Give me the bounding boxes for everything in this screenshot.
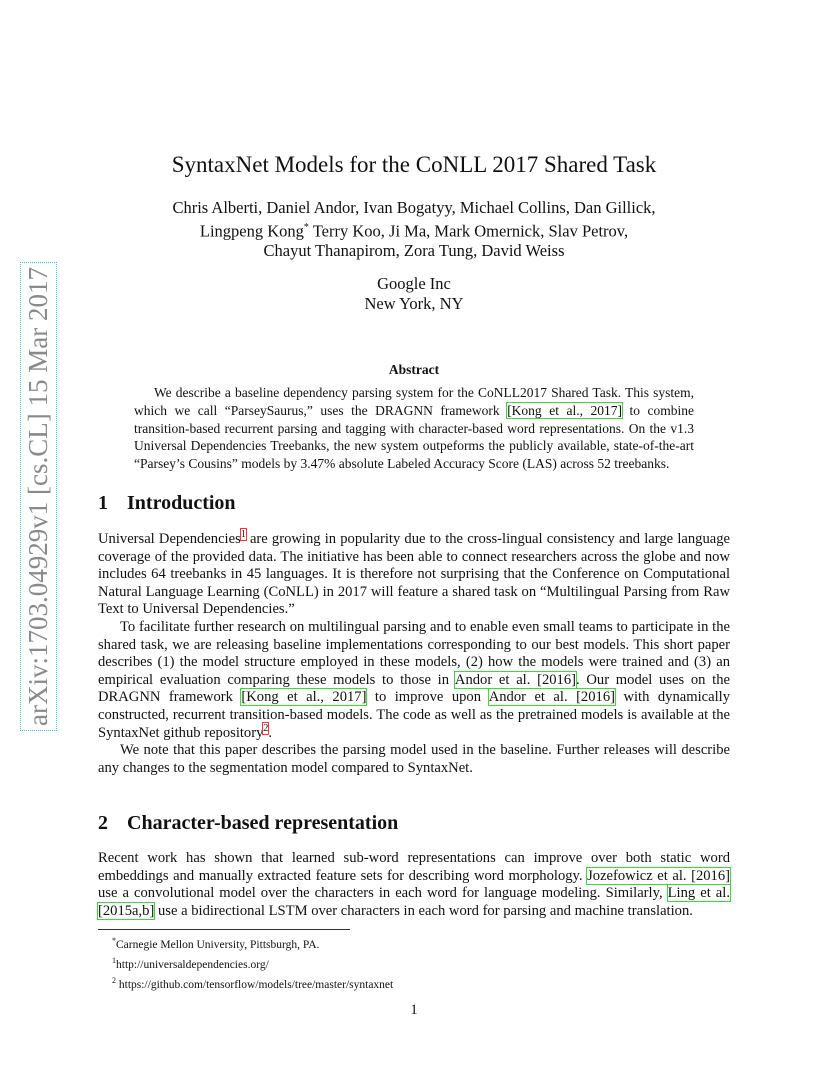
- citation-link[interactable]: [Kong et al., 2017]: [507, 402, 622, 418]
- arxiv-stamp-link[interactable]: arXiv:1703.04929v1 [cs.CL] 15 Mar 2017: [22, 266, 53, 726]
- footnote-divider: [98, 929, 350, 930]
- author-list: [0, 198, 828, 260]
- abstract-part-2: to combine transition-based recurrent parsing and tagging with character-based word representations. On the v1.3 Universal Dependencies Treebanks, the new system outpeforms the publicly available, state-of-the-art “Parsey’s Cousins” models by 3.47% absolute Labeled Accuracy Score (LAS) across 52 treebanks.: [134, 402, 694, 472]
- citation-link[interactable]: Andor et al. [2016]: [454, 671, 576, 688]
- affiliation-mark[interactable]: *: [303, 221, 309, 233]
- text-run: .: [268, 724, 273, 741]
- footnote-mark: 2: [112, 975, 116, 985]
- paragraph: We note that this paper describes the parsing model used in the baseline. Further releases will describe any changes to the segmentation model compared to SyntaxNet.: [98, 742, 730, 776]
- text-run: . Our model uses on the DRAGNN framework: [98, 671, 730, 706]
- author-line-3: Chayut Thanapirom, Zora Tung, David Weiss: [263, 240, 565, 260]
- footnote-mark: *: [112, 936, 116, 945]
- section-2-body: [98, 850, 730, 920]
- footnote: [112, 973, 393, 993]
- paragraph: [98, 619, 730, 742]
- author-line-1: Chris Alberti, Daniel Andor, Ivan Bogatyy, Michael Collins, Dan Gillick,: [172, 198, 656, 217]
- section-number: 2: [98, 812, 108, 834]
- abstract-heading: Abstract: [388, 362, 440, 377]
- section-1-heading: [98, 492, 236, 515]
- paper-title: SyntaxNet Models for the CoNLL 2017 Shared Task: [171, 152, 657, 177]
- citation-link[interactable]: [Kong et al., 2017]: [241, 689, 367, 706]
- footnote-link[interactable]: 1: [240, 529, 246, 541]
- footnote: [112, 933, 393, 953]
- footnote-url[interactable]: https://github.com/tensorflow/models/tree/master/syntaxnet: [116, 978, 394, 991]
- paragraph: [98, 850, 730, 920]
- text-run: to improve upon: [366, 689, 489, 706]
- affiliation: [0, 274, 828, 313]
- section-2-heading: [98, 812, 398, 835]
- text-run: with dynamically constructed, recurrent transition-based models. The code as well as the pretrained models is available at the SyntaxNet github repository: [98, 689, 730, 741]
- arxiv-stamp: [18, 258, 58, 734]
- footnote-text: Carnegie Mellon University, Pittsburgh, PA.: [116, 938, 320, 951]
- footnote-link[interactable]: 2: [263, 722, 269, 734]
- citation-link[interactable]: Andor et al. [2016]: [488, 689, 615, 706]
- affiliation-org: Google Inc: [377, 274, 451, 293]
- author-line-2: [0, 218, 828, 241]
- citation-link[interactable]: Ling et al. [2015a,b]: [98, 885, 730, 919]
- author-kong: Lingpeng Kong: [199, 221, 304, 240]
- footnote-mark: 1: [112, 955, 116, 965]
- affiliation-place: New York, NY: [364, 293, 464, 313]
- author-line-2-rest: Terry Koo, Ji Ma, Mark Omernick, Slav Petrov,: [308, 221, 629, 240]
- footnote: [112, 953, 393, 973]
- footnotes: [112, 933, 393, 992]
- section-title: Introduction: [127, 492, 236, 514]
- citation-link[interactable]: Jozefowicz et al. [2016]: [587, 867, 730, 884]
- abstract-part-1: We describe a baseline dependency parsing system for the CoNLL2017 Shared Task. This system, which we call “ParseySaurus,” uses the DRAGNN framework: [134, 385, 694, 418]
- abstract-text: [134, 384, 694, 473]
- text-run: are growing in popularity due to the cross-lingual consistency and large language coverage of the provided data. The initiative has been able to connect researchers across the globe and now includes 64 treebanks in 45 languages. It is therefore not surprising that the Conference on Computational Natural Language Learning (CoNLL) in 2017 will feature a shared task on “Multilingual Parsing from Raw Text to Universal Dependencies.”: [98, 531, 730, 618]
- text-run: use a bidirectional LSTM over characters in each word for parsing and machine translation.: [154, 902, 693, 919]
- text-run: use a convolutional model over the characters in each word for language modeling. Similarly,: [98, 885, 668, 902]
- section-1-body: [98, 531, 730, 777]
- text-run: To facilitate further research on multilingual parsing and to enable even small teams to participate in the shared task, we are releasing baseline implementations corresponding to our best models. This short paper describes (1) the model structure employed in these models, (2) how the models were trained and (3) an empirical evaluation comparing these models to those in: [98, 618, 730, 688]
- paragraph: [98, 531, 730, 619]
- footnote-url[interactable]: http://universaldependencies.org/: [116, 958, 269, 971]
- section-number: 1: [98, 492, 108, 514]
- page-number: 1: [410, 1002, 418, 1018]
- text-run: Recent work has shown that learned sub-word representations can improve over both static word embeddings and manually extracted feature sets for describing word morphology.: [98, 850, 730, 884]
- text-run: Universal Dependencies: [98, 531, 241, 547]
- section-title: Character-based representation: [127, 812, 399, 834]
